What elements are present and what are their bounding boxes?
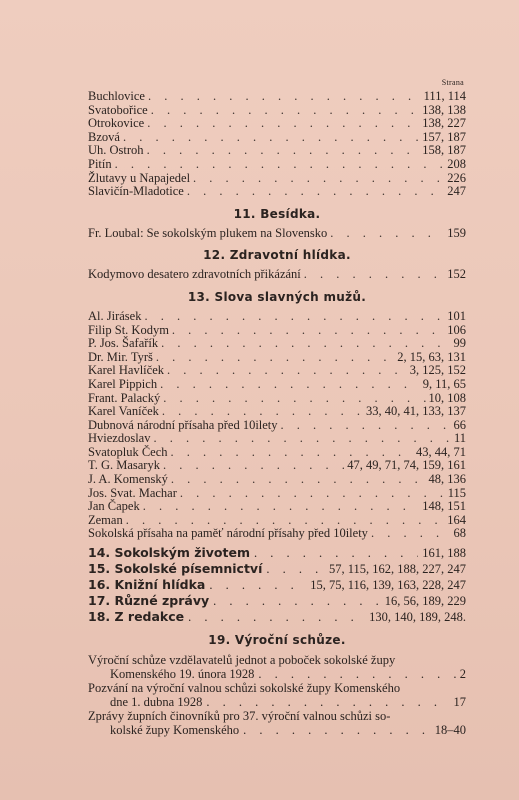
quotes-list [88,310,466,541]
toc-entry: Karel Pippich . . . 9, 11, 65 [88,378,466,392]
page-column-label: Strana [441,78,464,87]
toc-entry: Uh. Ostroh . . . 158, 187 [88,144,466,158]
toc-entry: Svatobořice . . . 138, 138 [88,104,466,118]
toc-entry: Jos. Svat. Machar . . . 115 [88,487,466,501]
toc-entry: J. A. Komenský . . . 48, 136 [88,473,466,487]
section-entry: 17. Různé zprávy . . . 16, 56, 189, 229 [88,593,466,609]
section-heading: 13. Slova slavných mužů. [187,289,367,304]
toc-entry: Otrokovice . . . 138, 227 [88,117,466,131]
toc-entry: P. Jos. Šafařík . . . 99 [88,337,466,351]
toc-entry: Bzová . . . 157, 187 [88,131,466,145]
section-heading: 19. Výroční schůze. [208,633,346,648]
toc-entry: Buchlovice . . . 111, 114 [88,90,466,104]
toc-entry: Pitín . . . 208 [88,158,466,172]
table-of-contents [88,78,466,737]
section-entry: 16. Knižní hlídka . . . 15, 75, 116, 139, 163, 228, 247 [88,577,466,593]
toc-entry: Dubnová národní přísaha před 10ilety . . . 66 [88,419,466,433]
toc-entry: Výroční schůze vzdělavatelů jednot a poboček sokolské župy Komenského 19. února 1928 . . . 2 [88,653,466,681]
towns-list [88,90,466,199]
toc-entry: Svatopluk Čech . . . 43, 44, 71 [88,446,466,460]
toc-entry: Filip St. Kodym . . . 106 [88,324,466,338]
toc-entry: Pozvání na výroční valnou schůzi sokolské župy Komenského dne 1. dubna 1928 . . . 17 [88,681,466,709]
sections-list [88,545,466,625]
section-heading: 11. Besídka. [233,206,321,221]
toc-entry: Hviezdoslav . . . 11 [88,432,466,446]
toc-entry: Karel Havlíček . . . 3, 125, 152 [88,364,466,378]
section-entry: 18. Z redakce . . . 130, 140, 189, 248. [88,609,466,625]
toc-entry: T. G. Masaryk . . . 47, 49, 71, 74, 159, 161 [88,459,466,473]
section-heading: 12. Zdravotní hlídka. [203,248,351,263]
section-entry: 15. Sokolské písemnictví . . . 57, 115, 162, 188, 227, 247 [88,561,466,577]
toc-entry: Dr. Mir. Tyrš . . . 2, 15, 63, 131 [88,351,466,365]
toc-entry: Kodymovo desatero zdravotních přikázání . . . 152 [88,268,466,282]
toc-entry: Al. Jirásek . . . 101 [88,310,466,324]
meetings-list [88,653,466,737]
toc-entry: Sokolská přísaha na paměť národní přísahy před 10ilety . . . 68 [88,527,466,541]
toc-entry: Karel Vaníček . . . 33, 40, 41, 133, 137 [88,405,466,419]
toc-entry: Zprávy župních činovníků pro 37. výroční valnou schůzi so- kolské župy Komenského . . . 18–40 [88,709,466,737]
toc-entry: Slavičín-Mladotice . . . 247 [88,185,466,199]
toc-entry: Zeman . . . 164 [88,514,466,528]
toc-entry: Jan Čapek . . . 148, 151 [88,500,466,514]
toc-entry: Frant. Palacký . . . 10, 108 [88,392,466,406]
toc-entry: Fr. Loubal: Se sokolským plukem na Slovensko . . . 159 [88,227,466,241]
section-entry: 14. Sokolským životem . . . 161, 188 [88,545,466,561]
toc-entry: Žlutavy u Napajedel . . . 226 [88,172,466,186]
